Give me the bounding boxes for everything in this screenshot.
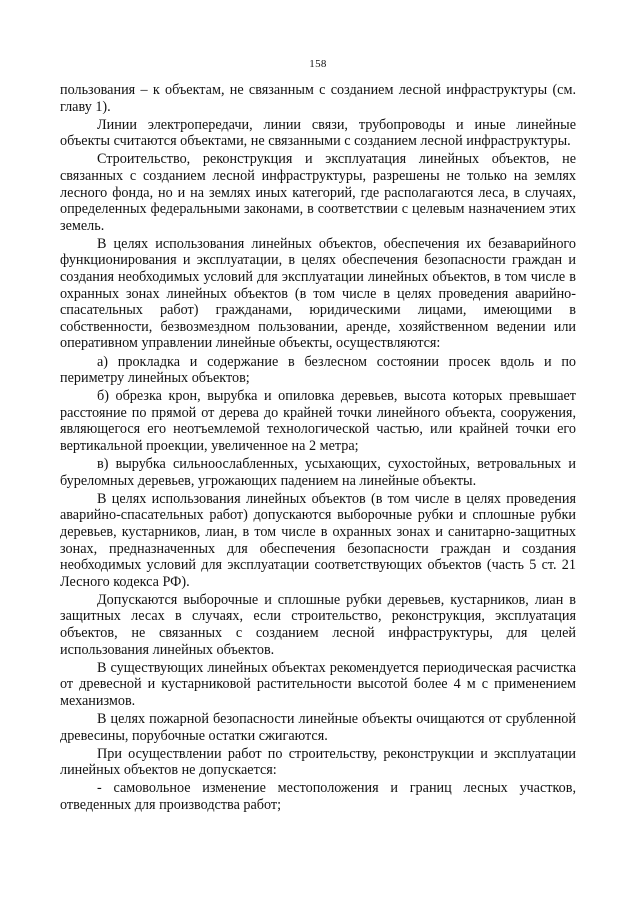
paragraph: В целях использования линейных объектов (в том числе в целях проведения аварийно-спасательных работ) допускаются выборочные рубки и сплошные рубки деревьев, кустарников, лиан, в том числе в охранных зонах и санитарно-защитных зонах, предназначенных для обеспечения безопасности граждан и создания необходимых условий для эксплуатации соответствующих объектов (часть 5 ст. 21 Лесного кодекса РФ).: [60, 490, 576, 590]
paragraph: - самовольное изменение местоположения и границ лесных участков, отведенных для производства работ;: [60, 780, 576, 813]
paragraph: В существующих линейных объектах рекомендуется периодическая расчистка от древесной и кустарниковой растительности высотой более 4 м с применением механизмов.: [60, 659, 576, 709]
paragraph: Линии электропередачи, линии связи, трубопроводы и иные линейные объекты считаются объектами, не связанными с созданием лесной инфраструктуры.: [60, 116, 576, 150]
paragraph: При осуществлении работ по строительству, реконструкции и эксплуатации линейных объектов не допускается:: [60, 745, 576, 779]
paragraph: Строительство, реконструкция и эксплуатация линейных объектов, не связанных с созданием лесной инфраструктуры, разрешены не только на землях лесного фонда, но и на землях иных категорий, где располагаются леса, в случаях, определенных федеральными законами, в соответствии с целевым назначением этих земель.: [60, 151, 576, 234]
paragraph: б) обрезка крон, вырубка и опиловка деревьев, высота которых превышает расстояние по прямой от дерева до крайней точки линейного объекта, сооружения, являющегося его неотъемлемой технологической частью, или крайней точки его вертикальной проекции, увеличенное на 2 метра;: [60, 388, 576, 454]
paragraph: в) вырубка сильноослабленных, усыхающих, сухостойных, ветровальных и буреломных деревьев, угрожающих падением на линейные объекты.: [60, 456, 576, 489]
paragraph: В целях использования линейных объектов, обеспечения их безаварийного функционирования и эксплуатации, в целях обеспечения безопасности граждан и создания необходимых условий для эксплуатации линейных объектов, в том числе в охранных зонах линейных объектов (в том числе в целях проведения аварийно-спасательных работ) гражданами, юридическими лицами, имеющими в собственности, безвозмездном пользовании, аренде, хозяйственном ведении или оперативном управлении линейные объекты, осуществляются:: [60, 235, 576, 352]
paragraph: В целях пожарной безопасности линейные объекты очищаются от срубленной древесины, порубочные остатки сжигаются.: [60, 710, 576, 744]
paragraph: а) прокладка и содержание в безлесном состоянии просек вдоль и по периметру линейных объектов;: [60, 353, 576, 387]
document-body: [60, 82, 576, 814]
paragraph: Допускаются выборочные и сплошные рубки деревьев, кустарников, лиан в защитных лесах в случаях, если строительство, реконструкция, эксплуатация объектов, не связанных с созданием лесной инфраструктуры, для целей использования линейных объектов.: [60, 591, 576, 658]
paragraph: пользования – к объектам, не связанным с созданием лесной инфраструктуры (см. главу 1).: [60, 82, 576, 115]
page-number: 158: [309, 58, 327, 70]
